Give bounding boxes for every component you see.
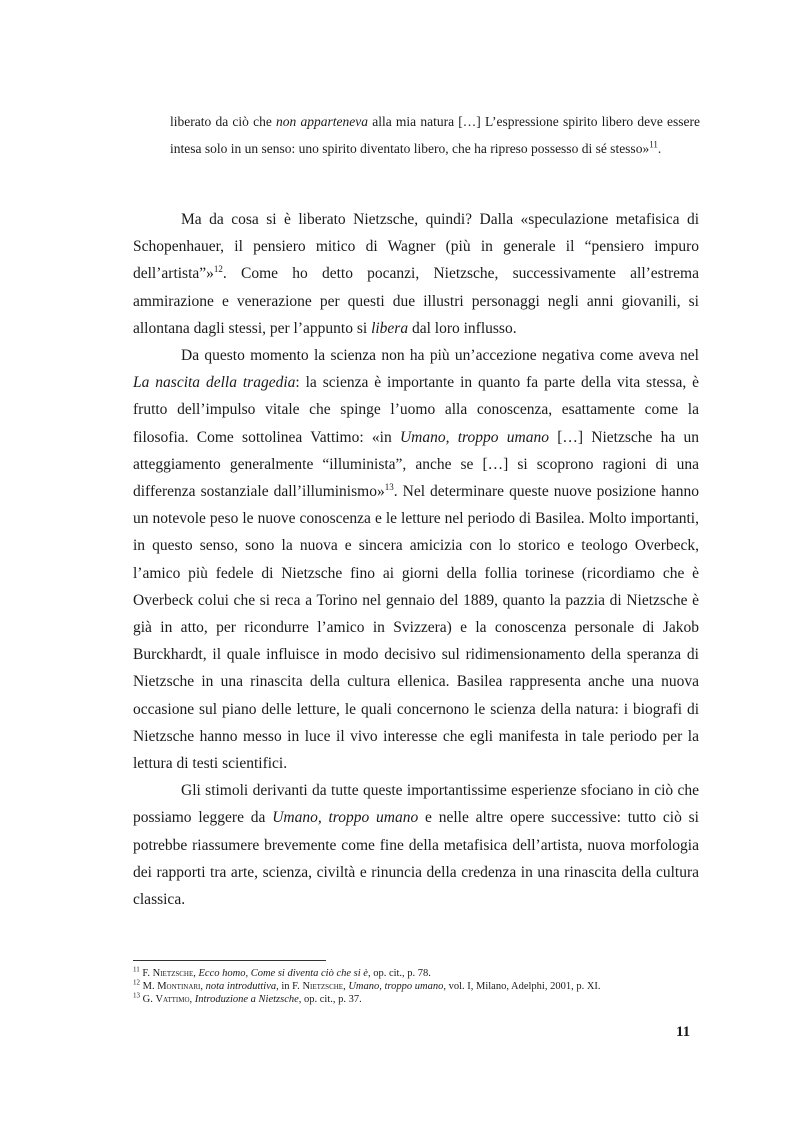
footnote-12: $^{12}$ M. Montinari, nota introduttiva, in F. Nietzsche, Umano, troppo umano, vol. I, Milano, Adelphi, 2001, p. XI. — [133, 978, 601, 992]
footnote-11: $^{11}$ F. Nietzsche, Ecco homo, Come si diventa ciò che si è, op. cit., p. 78. — [133, 965, 431, 979]
quote-text-continued: alla mia natura […] L’espressione spirito libero deve essere intesa solo in un senso: uno spirito diventato libero, che ha ripreso possesso di sé stesso» — [170, 114, 701, 156]
footnote-ref-13[interactable]: 13 — [384, 481, 394, 492]
footnotes — [133, 967, 699, 1006]
page-number: 11 — [676, 1024, 691, 1040]
quote-end: . — [657, 141, 662, 156]
footnote-separator — [133, 960, 326, 961]
body-text — [133, 206, 699, 913]
paragraph-2: Da questo momento la scienza non ha più un’accezione negativa come aveva nel La nascita della tragedia: la scienza è importante in quanto fa parte della vita stessa, è frutto dell’impulso vitale che spinge l’uomo alla conoscenza, esattamente come la filosofia. Come sottolinea Vattimo: «in Umano, troppo umano […] Nietzsche ha un atteggiamento generalmente “illuminista”, anche se […] si scoprono ragioni di una differenza sostanziale dall’illuminismo»$^{13}$. Nel determinare queste nuove posizione hanno un notevole peso le nuove conoscenza e le letture nel periodo di Basilea. Molto importanti, in questo senso, sono la nuova e sincera amicizia con lo storico e teologo Overbeck, l’amico più fedele di Nietzsche fino ai giorni della follia torinese (ricordiamo che è Overbeck colui che si reca a Torino nel gennaio del 1889, quanto la pazzia di Nietzsche è già in atto, per ricondurre l’amico in Svizzera) e la conoscenza personale di Jakob Burckhardt, il quale influisce in modo decisivo sul ridimensionamento della speranza di Nietzsche in una rinascita della cultura ellenica. Basilea rappresenta anche una nuova occasione sul piano delle letture, le quali concernono le scienza della natura: i biografi di Nietzsche hanno messo in luce il vivo interesse che egli manifesta in tale periodo per la lettura di testi scientifici. — [133, 347, 700, 773]
quote-italic: non apparteneva — [276, 114, 368, 129]
footnote-ref-11[interactable]: 11 — [649, 139, 658, 150]
footnote-ref-12[interactable]: 12 — [213, 264, 223, 275]
block-quote — [170, 108, 700, 162]
footnote-13: $^{13}$ G. Vattimo, Introduzione a Nietzsche, op. cit., p. 37. — [133, 991, 362, 1005]
paragraph-1: Ma da cosa si è liberato Nietzsche, quindi? Dalla «speculazione metafisica di Schopenhauer, il pensiero mitico di Wagner (più in generale il “pensiero impuro dell’artista”»$^{12}$. Come ho detto pocanzi, Nietzsche, successivamente all’estrema ammirazione e venerazione per questi due illustri personaggi negli anni giovanili, si allontana dagli stessi, per l’appunto si libera dal loro influsso. — [133, 211, 699, 337]
quote-text: liberato da ciò che — [170, 114, 277, 129]
paragraph-3: Gli stimoli derivanti da tutte queste importantissime esperienze sfociano in ciò che possiamo leggere da Umano, troppo umano e nelle altre opere successive: tutto ciò si potrebbe riassumere brevemente come fine della metafisica dell’artista, nuova morfologia dei rapporti tra arte, scienza, civiltà e rinuncia della credenza in una rinascita della cultura classica. — [133, 782, 699, 909]
